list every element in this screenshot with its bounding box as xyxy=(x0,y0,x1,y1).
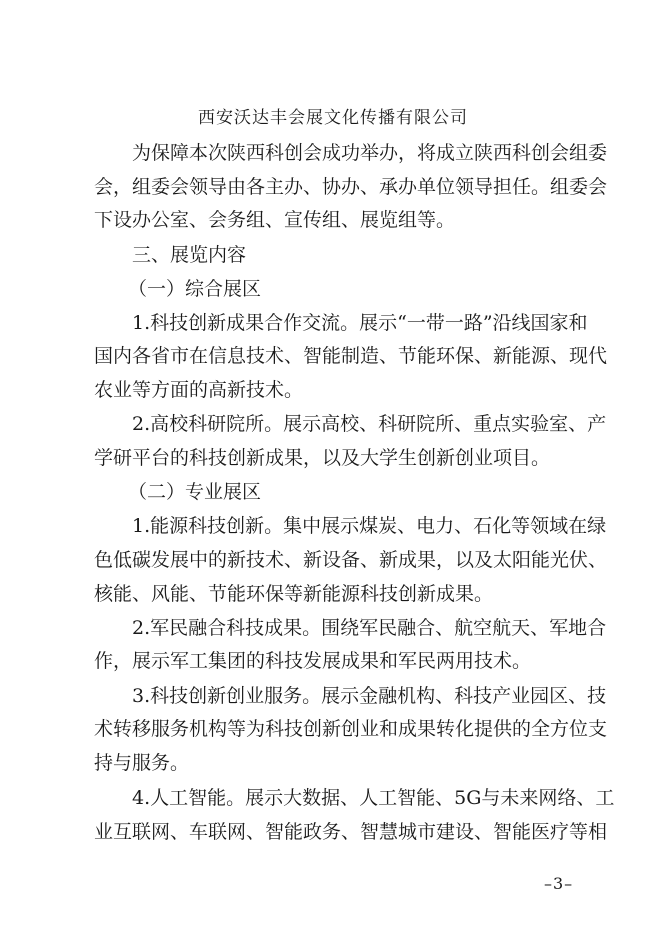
paragraph-line: 学研平台的科技创新成果，以及大学生创新创业项目。 xyxy=(94,447,551,469)
paragraph-line: 业互联网、车联网、智能政务、智慧城市建设、智能医疗等相 xyxy=(94,821,608,843)
company-heading: 西安沃达丰会展文化传播有限公司 xyxy=(198,108,468,128)
paragraph-line: 国内各省市在信息技术、智能制造、节能环保、新能源、现代 xyxy=(94,345,608,367)
paragraph-line: 1.能源科技创新。集中展示煤炭、电力、石化等领域在绿 xyxy=(132,515,607,537)
page-number: –3– xyxy=(544,874,574,893)
paragraph-line: 农业等方面的高新技术。 xyxy=(94,379,304,401)
paragraph-line: 2.军民融合科技成果。围绕军民融合、航空航天、军地合 xyxy=(132,617,607,639)
paragraph-line: 作，展示军工集团的科技发展成果和军民两用技术。 xyxy=(94,650,532,672)
paragraph-line: 核能、风能、节能环保等新能源科技创新成果。 xyxy=(94,583,494,605)
paragraph-line: 1.科技创新成果合作交流。展示“一带一路”沿线国家和 xyxy=(132,312,588,334)
paragraph-line: 下设办公室、会务组、宣传组、展览组等。 xyxy=(94,209,456,231)
paragraph-line: 术转移服务机构等为科技创新创业和成果转化提供的全方位支 xyxy=(94,718,608,740)
paragraph-line: 为保障本次陕西科创会成功举办，将成立陕西科创会组委 xyxy=(132,142,608,164)
paragraph-line: 会，组委会领导由各主办、协办、承办单位领导担任。组委会 xyxy=(94,176,608,198)
subsection-heading: （一）综合展区 xyxy=(128,278,262,300)
paragraph-line: 3.科技创新创业服务。展示金融机构、科技产业园区、技 xyxy=(132,685,607,707)
paragraph-line: 2.高校科研院所。展示高校、科研院所、重点实验室、产 xyxy=(132,413,607,435)
subsection-heading: （二）专业展区 xyxy=(128,481,262,503)
section-heading: 三、展览内容 xyxy=(132,244,247,266)
paragraph-line: 4.人工智能。展示大数据、人工智能、5G与未来网络、工 xyxy=(132,787,615,809)
paragraph-line: 持与服务。 xyxy=(94,752,190,774)
paragraph-line: 色低碳发展中的新技术、新设备、新成果，以及太阳能光伏、 xyxy=(94,549,608,571)
